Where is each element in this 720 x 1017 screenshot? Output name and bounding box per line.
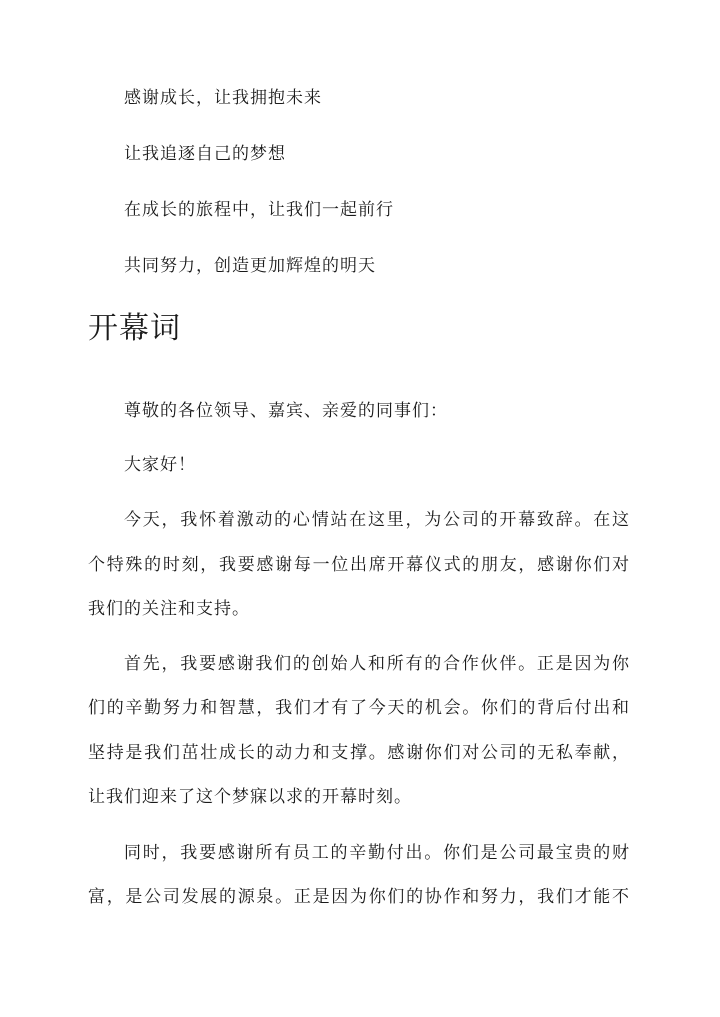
paragraph-2-line-2: 们的辛勤努力和智慧，我们才有了今天的机会。你们的背后付出和 — [88, 698, 630, 718]
paragraph-1-line-2: 个特殊的时刻，我要感谢每一位出席开幕仪式的朋友，感谢你们对 — [88, 555, 630, 575]
paragraph-2-line-3: 坚持是我们茁壮成长的动力和支撑。感谢你们对公司的无私奉献， — [88, 743, 630, 763]
salutation: 尊敬的各位领导、嘉宾、亲爱的同事们： — [124, 401, 448, 421]
paragraph-1-line-3: 我们的关注和支持。 — [88, 599, 250, 619]
greeting: 大家好！ — [124, 455, 196, 475]
poem-line-3: 在成长的旅程中，让我们一起前行 — [124, 200, 394, 220]
paragraph-3-line-2: 富，是公司发展的源泉。正是因为你们的协作和努力，我们才能不 — [88, 887, 630, 907]
poem-line-2: 让我追逐自己的梦想 — [124, 144, 286, 164]
paragraph-2-line-4: 让我们迎来了这个梦寐以求的开幕时刻。 — [88, 787, 412, 807]
section-title: 开幕词 — [88, 311, 181, 346]
paragraph-3-line-1: 同时，我要感谢所有员工的辛勤付出。你们是公司最宝贵的财 — [124, 843, 630, 863]
paragraph-2-line-1: 首先，我要感谢我们的创始人和所有的合作伙伴。正是因为你 — [124, 654, 630, 674]
poem-line-4: 共同努力，创造更加辉煌的明天 — [124, 256, 376, 276]
paragraph-1-line-1: 今天，我怀着激动的心情站在这里，为公司的开幕致辞。在这 — [124, 510, 630, 530]
poem-line-1: 感谢成长，让我拥抱未来 — [124, 88, 322, 108]
